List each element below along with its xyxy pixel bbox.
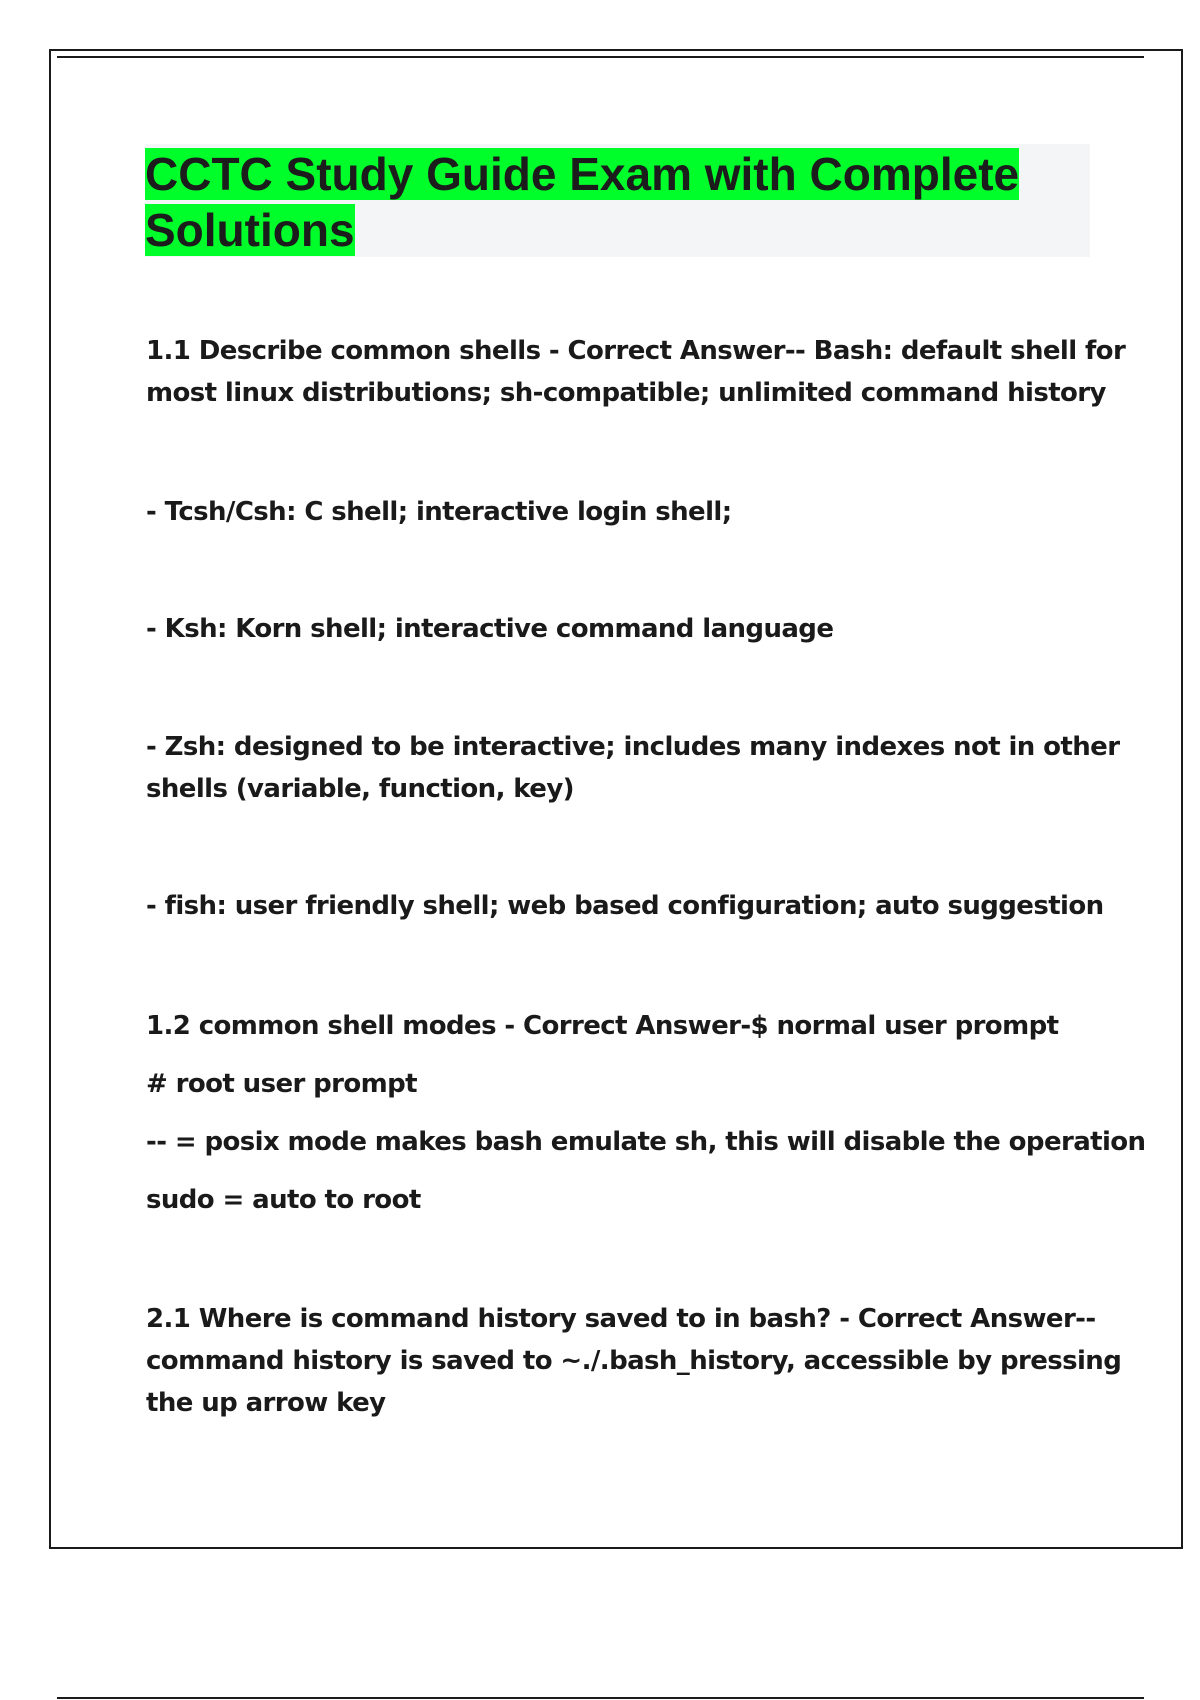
text-line: - Tcsh/Csh: C shell; interactive login shell;: [146, 497, 732, 527]
text-line: 1.1 Describe common shells - Correct Answer-- Bash: default shell for: [146, 336, 1126, 366]
fish-item: [146, 885, 1104, 927]
text-line: # root user prompt: [146, 1069, 417, 1099]
text-line: - fish: user friendly shell; web based configuration; auto suggestion: [146, 891, 1104, 921]
top-rule: [57, 56, 1144, 58]
text-line: shells (variable, function, key): [146, 774, 574, 804]
title-line-2: Solutions: [145, 204, 355, 256]
text-line: 1.2 common shell modes - Correct Answer-$ normal user prompt: [146, 1011, 1059, 1041]
title-line-1: CCTC Study Guide Exam with Complete: [145, 148, 1020, 200]
text-line: - Ksh: Korn shell; interactive command language: [146, 614, 834, 644]
text-line: -- = posix mode makes bash emulate sh, this will disable the operation: [146, 1127, 1146, 1157]
ksh-item: [146, 608, 1096, 650]
text-line: command history is saved to ~./.bash_history, accessible by pressing: [146, 1346, 1122, 1376]
question-1-2: [146, 997, 1146, 1229]
text-line: the up arrow key: [146, 1388, 386, 1418]
text-line: 2.1 Where is command history saved to in bash? - Correct Answer--: [146, 1304, 1096, 1334]
bottom-rule: [57, 1697, 1144, 1699]
question-2-1: [146, 1298, 1122, 1424]
question-1-1: [146, 330, 1126, 414]
text-line: sudo = auto to root: [146, 1185, 421, 1215]
zsh-item: [146, 726, 1120, 810]
document-title: [145, 146, 1085, 258]
tcsh-item: [146, 491, 1096, 533]
text-line: - Zsh: designed to be interactive; includes many indexes not in other: [146, 732, 1120, 762]
text-line: most linux distributions; sh-compatible; unlimited command history: [146, 378, 1106, 408]
